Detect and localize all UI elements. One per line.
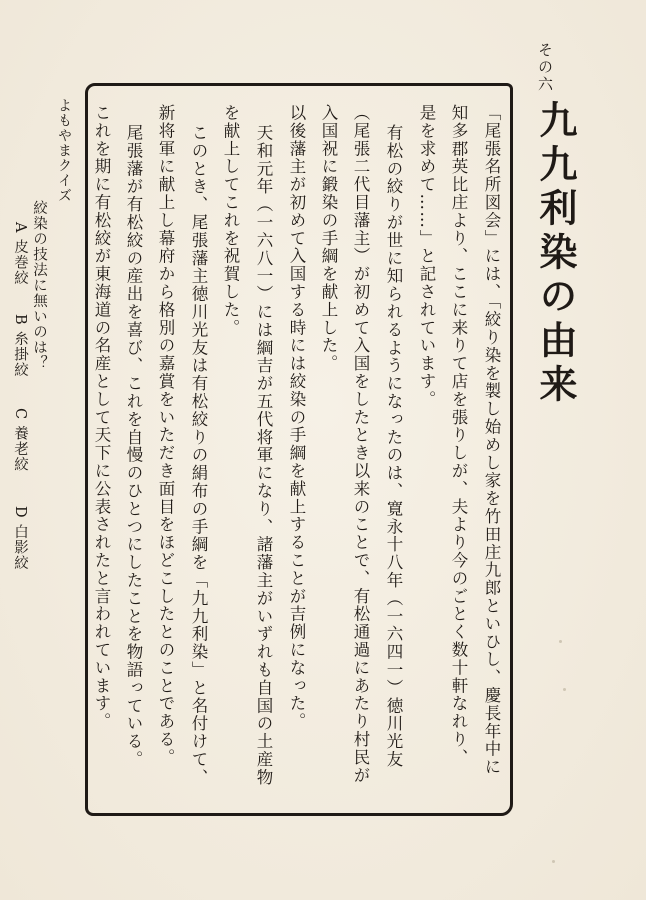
- body-column-6: 入国祝に鍛染の手綱を献上した。: [319, 104, 338, 373]
- page-title: 九九利染の由来: [533, 100, 578, 408]
- body-column-4: 有松の絞りが世に知られるようになったのは、寛永十八年（一六四一）徳川光友: [384, 124, 403, 769]
- body-column-3: 是を求めて……」と記されています。: [417, 104, 436, 409]
- quiz-option-a: A 皮巻絞: [12, 222, 28, 286]
- body-column-2: 知多郡英比庄より、ここに来りて店を張りしが、夫より今のごとく数十軒なれり、: [449, 104, 468, 767]
- body-column-9: を献上してこれを祝賀した。: [221, 104, 240, 337]
- paper-speck: [559, 640, 562, 643]
- quiz-option-c: C 養老絞: [12, 408, 28, 473]
- quiz-option-b: B 糸掛絞: [12, 314, 28, 378]
- paper-speck: [563, 688, 566, 691]
- series-label: その六: [536, 42, 554, 93]
- body-column-5: （尾張二代目藩主）が初めて入国をしたとき以来のことで、有松通過にあたり村民が: [351, 104, 370, 785]
- quiz-option-d: D 白影絞: [12, 506, 28, 571]
- quiz-question: 絞染の技法に無いのは？: [31, 200, 47, 371]
- quiz-options: [9, 222, 31, 602]
- body-column-7: 以後藩主が初めて入国する時には絞染の手綱を献上することが吉例になった。: [287, 104, 306, 731]
- body-column-1: 「尾張名所図会」には、「絞り染を製し始めし家を竹田庄九郎といひし、慶長年中に: [482, 104, 501, 776]
- body-column-13: これを期に有松絞が東海道の名産として天下に公表されたと言われています。: [92, 104, 111, 731]
- body-column-10: このとき、尾張藩主徳川光友は有松絞りの絹布の手綱を「九九利染」と名付けて、: [189, 124, 208, 787]
- body-column-12: 尾張藩が有松絞の産出を喜び、これを自慢のひとつにしたことを物語っている。: [124, 124, 143, 769]
- body-column-8: 天和元年（一六八一）には綱吉が五代将軍になり、諸藩主がいずれも自国の土産物: [254, 124, 273, 787]
- body-column-11: 新将軍に献上し幕府から格別の嘉賞をいただき面目をほどこしたとのことである。: [156, 104, 175, 767]
- quiz-title: よもやまクイズ: [56, 98, 72, 203]
- paper-speck: [552, 860, 555, 863]
